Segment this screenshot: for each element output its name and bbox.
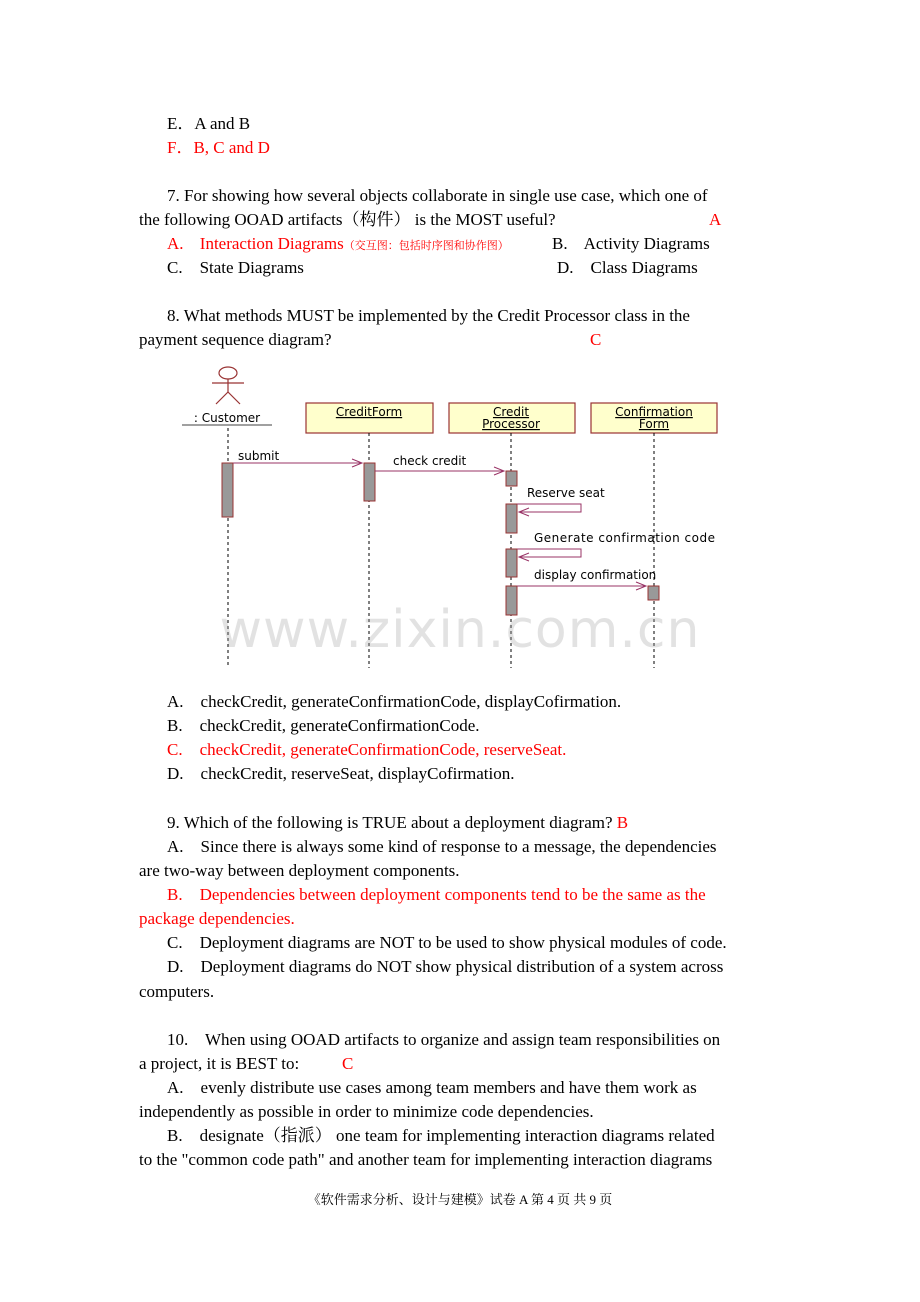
q7-option-c: C. State Diagrams <box>167 258 304 277</box>
watermark: www.zixin.com.cn <box>219 600 701 660</box>
q7-option-a-text: Interaction Diagrams <box>199 234 344 253</box>
q7-option-a <box>167 232 509 258</box>
actor-label: : Customer <box>193 411 261 425</box>
q9-stem-text: 9. Which of the following is TRUE about a deployment diagram? <box>167 813 613 832</box>
q6-option-f: F．B, C and D <box>167 138 270 157</box>
q6-option-e: E．A and B <box>167 114 251 133</box>
generate-code-self-message <box>517 549 581 557</box>
processor-activation-1 <box>506 471 517 486</box>
q7-stem-line1: 7. For showing how several objects collaborate in single use case, which one of <box>167 186 708 205</box>
q9-stem <box>167 811 628 835</box>
creditform-activation <box>364 463 375 501</box>
processor-activation-3 <box>506 549 517 577</box>
q9-option-d-line2: computers. <box>139 982 215 1001</box>
q9-option-a-line2: are two-way between deployment components. <box>139 861 460 880</box>
customer-activation <box>222 463 233 517</box>
q9-option-c: C. Deployment diagrams are NOT to be used to show physical modules of code. <box>167 933 727 952</box>
q7-option-b: B. Activity Diagrams <box>552 234 710 253</box>
generate-code-label: Generate confirmation code <box>534 531 716 545</box>
reserve-seat-self-message <box>517 504 581 512</box>
q7-answer: A <box>709 210 722 229</box>
submit-label: submit <box>238 449 280 463</box>
q10-option-b-line1: B. designate（指派） one team for implementing interaction diagrams related <box>167 1126 715 1145</box>
confirmation-activation <box>648 586 659 600</box>
q10-stem-line1: 10. When using OOAD artifacts to organize and assign team responsibilities on <box>167 1030 721 1049</box>
q7-option-d: D. Class Diagrams <box>557 258 698 277</box>
q8-option-b: B. checkCredit, generateConfirmationCode. <box>167 716 480 735</box>
q9-answer: B <box>616 813 629 832</box>
credit-processor-label-1: Credit <box>492 405 530 419</box>
q8-stem-line2: payment sequence diagram? <box>139 330 332 349</box>
q10-answer: C <box>342 1054 354 1073</box>
reserve-seat-label: Reserve seat <box>527 486 605 500</box>
q7-option-a-note: （交互图：包括时序图和协作图） <box>343 240 509 252</box>
display-confirmation-label: display confirmation <box>534 568 657 582</box>
page-footer: 《软件需求分析、设计与建模》试卷 A 第 4 页 共 9 页 <box>307 1192 613 1207</box>
credit-processor-label-2: Processor <box>482 417 540 431</box>
processor-activation-2 <box>506 504 517 533</box>
q8-option-c: C. checkCredit, generateConfirmationCode, reserveSeat. <box>167 740 567 759</box>
q10-option-a-line1: A. evenly distribute use cases among team members and have them work as <box>167 1078 697 1097</box>
q7-stem-line2: the following OOAD artifacts（构件） is the MOST useful? <box>139 210 556 229</box>
q9-option-a-line1: A. Since there is always some kind of response to a message, the dependencies <box>167 837 717 856</box>
q7-option-a-label: A. <box>167 234 184 253</box>
q8-option-a: A. checkCredit, generateConfirmationCode, displayCofirmation. <box>167 692 622 711</box>
customer-actor-icon <box>212 367 244 404</box>
q8-answer: C <box>590 330 602 349</box>
q10-option-b-line2: to the "common code path" and another team for implementing interaction diagrams <box>139 1150 713 1169</box>
creditform-label: CreditForm <box>335 405 403 419</box>
check-credit-label: check credit <box>393 454 467 468</box>
q8-option-d: D. checkCredit, reserveSeat, displayCofirmation. <box>167 764 515 783</box>
q10-stem-line2: a project, it is BEST to: <box>139 1054 300 1073</box>
confirmation-form-label-2: Form <box>638 417 670 431</box>
q8-stem-line1: 8. What methods MUST be implemented by the Credit Processor class in the <box>167 306 690 325</box>
confirmation-form-label-1: Confirmation <box>615 405 693 419</box>
q10-option-a-line2: independently as possible in order to minimize code dependencies. <box>139 1102 594 1121</box>
q9-option-d-line1: D. Deployment diagrams do NOT show physical distribution of a system across <box>167 957 724 976</box>
q9-option-b-line2: package dependencies. <box>139 909 295 928</box>
q9-option-b-line1: B. Dependencies between deployment components tend to be the same as the <box>167 885 706 904</box>
